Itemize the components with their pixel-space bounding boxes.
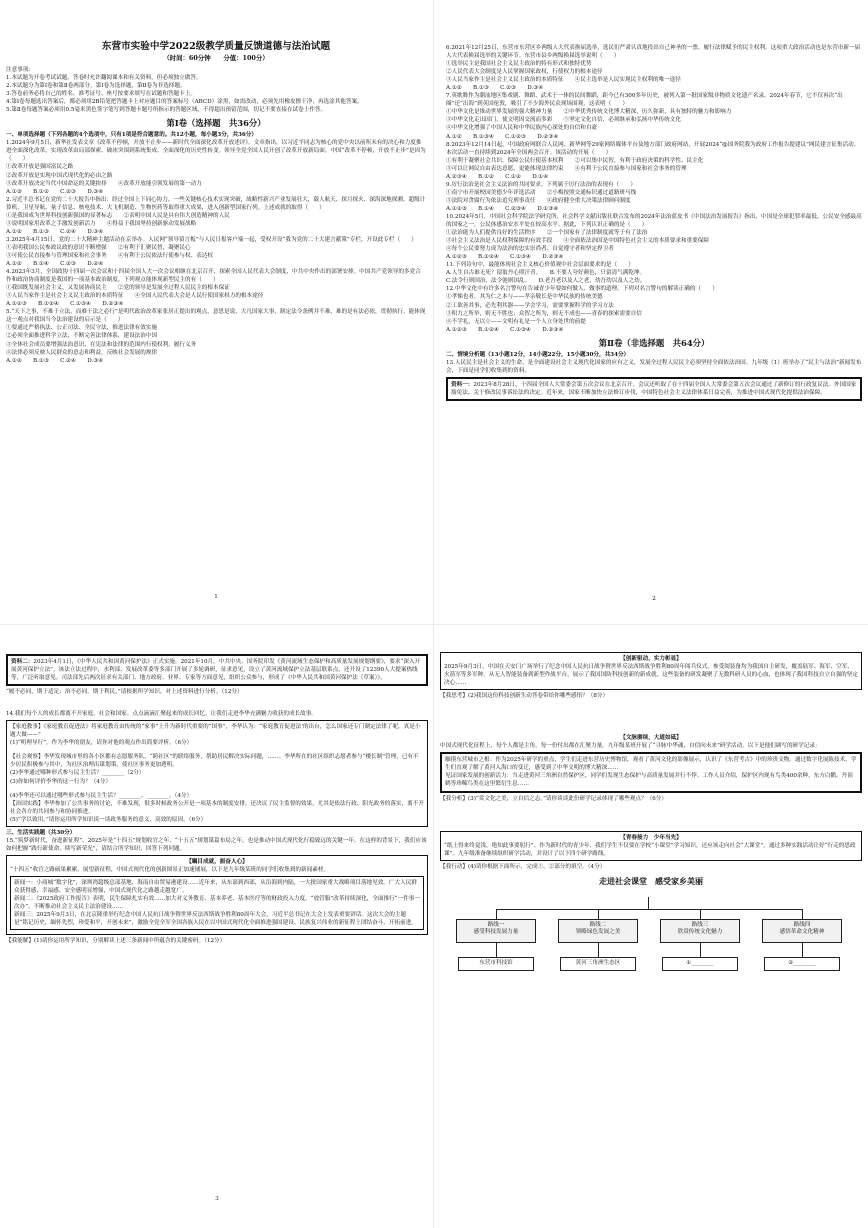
material-label: 资料一： — [451, 381, 474, 388]
question-15-intro: 15.“筑梦新时代，奋进新征程”。2025年是“十四五”规划收官之年、“十五五”规划谋篇布局之年，也是推动中国式现代化行稳致远的关键一年。在这样的背景下，我们应该如何把握“践行新使命，续写新荣光”，请结合所学知识，回答下列问题。 — [6, 837, 427, 852]
box-text: 触摸东营城市之根：作为2025年研学的重点，学生们走进东营历史博物馆，观看了黄河文化的影像展示，认识了《东营考古》中的珍贵文物。通过数字化展陈技术，学生们直观了解了黄河入海口的变迁，感受到了中华文明的博大精深…… — [445, 757, 857, 772]
question-line: ③积力之所举，则无不胜也；众智之所为，则无不成也——青春的探索需要自信 — [446, 310, 642, 317]
question-line: A.②③④ B.①② C.①② D.①④ — [446, 173, 549, 180]
exam-page-3 — [6, 652, 428, 1204]
question-line: ③法院对贪腐行为依法追究刑事责任 ④政府健全重大决策法律顾问制度 — [446, 197, 631, 204]
question-line: ①改革开放是强国富民之路 — [6, 164, 74, 171]
page-number: 3 — [215, 1196, 219, 1202]
sub-question: 【我行动】(4)请你根据下面所示，完成①、②部分的填空。（4分） — [440, 863, 606, 870]
section-title-2: 第Ⅱ卷（非选择题 共64分） — [598, 337, 710, 348]
question-line: A.①② B.①③④ C.①②③ D.②③④ — [446, 133, 559, 140]
question-line: ③社会主义法治是人民权利保障的有效手段 ④全面依法治国是中国特色社会主义的本质要求和重要保障 — [446, 238, 709, 245]
question-line: ④中华文化增强了中国人民和中华民族内心深处的自信和自豪 — [446, 125, 598, 132]
question-line: ①要通过严格执法、公正司法、全民守法，推进法律有效实施 — [6, 325, 158, 332]
page-number: 1 — [214, 594, 218, 600]
sub-question: (1)“明理导行”，作为李华的朋友，请你对他的观点作出简要评析。（6分） — [10, 740, 193, 747]
question-line: ③人民当家作主是社会主义民主政治的本质特征 ④民主选举是人民实现民主权利的唯一途径 — [446, 77, 681, 84]
question-line: 5.“天下之事，不难于立法，而难于法之必行”是明代政治改革家张居正提出的观点，意思是说，大凡国家大事，制定法令条例并不难，难的是有法必依，贯彻执行。能体现这一观点对我国当今法治建设的启示是（ ） — [6, 309, 426, 324]
question-line: ③说明国家用改革之手激发创新活力 ④得益于我国坚持创新驱动发展战略 — [6, 220, 197, 227]
route-node-1: 路线一 感受科技发展力量 — [456, 919, 536, 943]
route-node-4: 路线四 感悟革命文化精神 — [762, 919, 842, 943]
box-header: 【创新驱动，实力彰显】 — [620, 656, 682, 662]
news-inner-box — [10, 876, 424, 930]
question-line: A.①② B.①④ C.②③ D.②④ — [6, 261, 104, 268]
box-header: 【青春接力 少年当先】 — [620, 834, 682, 841]
question-line: ④法律必须反映人民群众的意志和利益，反映社会发展的规律 — [6, 349, 158, 356]
question-line: ③可使公民直接参与管理国家和社会事务 ④有利于公民依法行使参与权、表达权 — [6, 252, 213, 259]
news-box — [6, 855, 428, 935]
exam-meta: （时间：60分钟 分值：100分） — [163, 54, 269, 62]
question-line: 6.2021年12月25日，东营市东营区乡两级人大代表换届选举，选民们严肃认真地投出自己神圣的一票，履行法律赋予的民主权利，这项重大政治活动也是东营市新一届人大代表换届选举的关键环节。东营市县乡两级换届选举说明（ ） — [446, 45, 861, 60]
connector-line — [648, 897, 649, 909]
question-15-task: 【我能解】(1)请你运用所学知识，分别解读上述三条新闻中所蕴含的关键密码。（12分） — [6, 938, 226, 945]
route-diagram — [446, 875, 856, 1045]
diagram-title: 走进社会课堂 感受家乡美丽 — [599, 875, 703, 886]
page-gutter — [433, 0, 434, 1228]
connector-line — [802, 943, 803, 957]
question-line: ②工欲善其事，必先利其器——学会学习，需要掌握科学的学习方法 — [446, 302, 614, 309]
question-line: 4.2023年3月，全国政协十四届一次会议和十四届全国人大一次会议相继在北京召开，探索全国人民代表大会制度，中共中央作出的部署安排。中国共产党领导的多党合作和政治协商制度是我国的一项基本政治制度。下列观点能体现新型民主的有（ ） — [6, 269, 421, 284]
page-separator — [0, 624, 868, 625]
connector-line — [802, 909, 803, 919]
question-line: ①南宁市开展校园美德少年评选活动 ②小梅按照交通标识通过道路斑马线 — [446, 189, 637, 196]
question-line: ①是我国成为世界科技创新强国的显著标志 ②表明中国人民是具有伟大创造精神的人民 — [6, 212, 230, 219]
study-record-box — [440, 752, 862, 792]
material-box-1 — [446, 377, 862, 401]
leaf-node-1: 东营市科技馆 — [458, 957, 534, 971]
question-line: ①有利于凝聚社会共识，保障公民行使基本权利 ②可以集中民智，有利于政府决策的科学性、民主化 — [446, 157, 704, 164]
question-line: 9.厉行法治是社会主义法治的共同要求。下列属于厉行法治的表现有（ ） — [446, 181, 636, 188]
exam-page-1 — [6, 34, 426, 602]
material-box-2 — [6, 654, 428, 686]
question-line: 7.英歌舞作为潮汕地区集戏剧、舞蹈、武术于一体的民间舞蹈，距今已有300多年历史，被列入第一批国家级非物质文化遗产名录。2024年春节，它不仅再次“出圈”还“出海”到英国伦敦，吸引了不少海外民众现场围观，这表明（ ） — [446, 93, 843, 108]
material-text: 2023年8月28日，十四届全国人大常委会第五次会议在北京召开。会议还听取了在十四届全国人大常委会第五次会议通过了新修订的行政复议法。外国国家豁免法、关于修改民事诉讼法的决定。近年来，国家不断加快立法修订步伐，中国特色社会主义法律体系日益完善，为推进中国式现代化提供法治保障。 — [451, 381, 857, 396]
leaf-node-4[interactable]: ②________ — [764, 957, 840, 971]
exam-page-4 — [440, 650, 862, 1206]
sub-question: 【我思考】(2)我国这份科技创新生动答卷带给你哪些感悟？（8分） — [440, 693, 609, 700]
notes-line: 2.本试题分为第Ⅰ卷和第Ⅱ卷两部分，第Ⅰ卷为选择题，第Ⅱ卷为非选择题。 — [6, 83, 186, 90]
question-13-intro: 13.人民民主是社会主义的生命。是全面建设社会主义现代化国家的应有之义，发展全过程人民民主必须坚持全面依法治国。九年级（1）班举办了“民主与法治”新闻发布会，下面是同学们收集到的资料。 — [446, 359, 862, 374]
question-line: ③全体社会成员要增强法治意识，在宪法和法律的范围内行使权利、履行义务 — [6, 341, 197, 348]
question-line: A.人生自古谁无死？留取丹心照汗青。 B.不要人夸好颜色，只留清气满乾坤。 — [446, 270, 646, 277]
notes-line: 3.答卷前务必将自己的姓名、准考证号、座号按要求填写在试题和答题卡上。 — [6, 91, 196, 98]
question-line: ①孝悌也者，其为仁之本与——孝亲敬长是中华民族的传统美德 — [446, 294, 603, 301]
connector-line — [496, 909, 802, 910]
news-item: 新闻一：小商城“数字化”，深圳湾超级总部基地、海南自由贸易港建设……近年来，从东部到西部，从沿海到内陆，一大批国家重大战略项目落地见效。广大人民群众获得感、幸福感、安全感明显增强，中国式现代化之路越走越宽广。 — [14, 879, 417, 895]
route-node-2: 路线二 领略绿色发展之美 — [558, 919, 638, 943]
question-line: A.①③ B.①② C.②③ D.③④ — [6, 188, 104, 195]
question-line: ①我国既发展社会主义，又发展协商民主 ②党的领导是发展全过程人民民主的根本保证 — [6, 285, 230, 292]
leaf-node-3[interactable]: ①________ — [662, 957, 738, 971]
question-line: A.①②③ B.①②④ C.①③④ D.②③④ — [6, 301, 124, 308]
news-item: 新闻二：《2025政府工作报告》表明，民生保障扎实有效……加大对义务教育、基本养老、基本医疗等的财政投入力度，“放管服”改革持续深化，全面推行“一件事一次办”，不断推动社会主义民主法治建设…… — [14, 896, 420, 911]
scenario-text: 【社会观察】李华发现城市里的各小区都有志愿服务队，“跨社区”的联络服务，帮助居民解决实际问题，……。李华所在的社区组织志愿者参与“楼长制”管理，已有不少居民积极参与其中，为社区治理出谋划策，使社区事务更加透明。 — [10, 754, 419, 769]
question-14-intro: 14.我们每个人的成长都离不开家庭、社会和国家。点点滴滴汇聚起来的成长回忆，让我们走进李华充满魅力收获的成长故事。 — [6, 711, 317, 718]
question-line: ③人民当家作主是社会主义民主政治的本质特征 ④全国人民代表大会是人民行使国家权力的根本途径 — [6, 293, 264, 300]
question-line: ②改革开放是实现中国式现代化的必由之路 — [6, 172, 113, 179]
sub-question: (3)你如何评价李华的这一行为？（4分） — [10, 778, 111, 785]
notes-line: 注意事项： — [6, 67, 34, 73]
question-line: ③可以让网民自由表达意愿，更能体现法律约束 ④有利于公民直接参与国家和社会事务的管理 — [446, 165, 687, 172]
question-line: ③改革开放决定当代中国命运的关键抉择 ④改革开放能引领发展的第一动力 — [6, 180, 202, 187]
news-intro: “十四五”收官之路硕果累累，展望新征程，中国式现代化的创新图景正加速铺展，以下是九年级某班的同学们收集到的新闻素材。 — [10, 866, 329, 873]
connector-line — [598, 909, 599, 919]
connector-line — [496, 909, 497, 919]
box-header: 【文脉赓续，大道如砥】 — [620, 735, 682, 742]
scenario-box-innovation — [440, 652, 862, 690]
question-line: A.①②③ B.①④ C.②③④ D.①③④ — [446, 205, 559, 212]
question-line: A.①②③ B.①②④ C.①③④ D.②③④ — [446, 326, 564, 333]
question-line: ①表明我国公民参政议政的意识不断增强 ②有利于汇聚民智，凝聚民心 — [6, 244, 191, 251]
sub-question: (2)李华通过哪种形式参与民主生活？________（2分） — [10, 770, 145, 777]
question-line: 8.2023年12月14日起，中国政府网联合人民网、新华网等29家网络媒体平台及地方部门政府网站，开展2024“@国务院我为政府工作报告提建议”网民建言征集活动。本次活动一直持续到2024年全国两会召开。该活动的开展（ ） — [446, 141, 860, 156]
question-line: ②人民代表大会制度是人民掌握国家政权，行使权力的根本途径 — [446, 69, 603, 76]
question-line: A.①② B.①③ C.②④ D.③④ — [6, 228, 104, 235]
question-line: ④每个公民要努力成为法治的忠实崇尚者、自觉遵守者和坚定捍卫者 — [446, 246, 614, 253]
news-item: 新闻三：2025年9月3日，在北京隆重举行纪念中国人民抗日战争暨世界反法西斯战争胜利80周年大会，习近平总书记在大会上发表重要讲话。这次大会的主题是“铭记历史，缅怀先烈，珍爱和平，开创未来”，激励全党全军全国各族人民在以中国式现代化全面推进强国建设、民族复兴伟业的新征程上团结奋斗、开拓前进。 — [14, 912, 417, 927]
news-header: 【瞩目成就，振奋人心】 — [186, 858, 248, 865]
part-heading: 二、情境分析题（13小题12分，14小题22分，15小题30分，共34分） — [446, 351, 630, 358]
question-line: A.①② B.①③ C.②③ D.③④ — [446, 85, 544, 92]
connector-line — [700, 943, 701, 957]
question-line: ②必须全面推进科学立法，不断完善法律体系，建设法治中国 — [6, 333, 158, 340]
material-label: 资料二： — [11, 659, 34, 665]
question-13-task: “履不必同，期于适足；治不必同，期于利民。”请根据所学知识，对上述资料进行分析。（12分） — [6, 689, 243, 696]
question-line: 1.2024年9月5日，新华社发表文章《改革不停顿，开放不止步——新时代全面深化改革开放述评》。文章指出，以习近平同志为核心的党中央以前所未有的决心和力度推进全面深化改革，实现改革由局部探索、破冰突围到系统集成、全面深化的历史性转变。领导全党全国人民开创了改革开放新局面。中国“改革不停顿，开放不止步”是因为（ ） — [6, 140, 426, 163]
question-line: ③中华文化走出国门，使文明因交流而多彩 ⑤坚定文化自信，必须继承和弘扬中华传统文化 — [446, 117, 681, 124]
exam-page-2 — [446, 44, 862, 604]
question-line: 10.2024年5月，中国社会科学院法学研究所、社会科学文献出版社联合发布的2024年法治蓝皮书《中国法治发展报告》指出，中国是全球犯罪率最低、公民安全感最高的国家之一，公民体感治安水平处在较高水平。据此，下列认识正确的是（ ） — [446, 213, 862, 229]
scenario-box-family — [6, 720, 428, 827]
sub-question: (5)“学以致用。”请你运用所学知识谈一谈政务服务的意义、高效的原因。（6分） — [10, 816, 207, 823]
route-node-3: 路线三 欣赏传统文化魅力 — [660, 919, 740, 943]
part-heading: 三、生活实践题（共30分） — [6, 829, 76, 836]
question-line: A.①② B.①③ C.②④ D.③④ — [6, 357, 104, 364]
question-line: ④不学礼，无以立——文明有礼是一个人立身处世的前提 — [446, 318, 586, 325]
box-text: 2025年9月3日，中国在天安门广场举行了纪念中国人民抗日战争暨世界反法西斯战争胜利80周年阅兵仪式。参受阅装备均为我国自主研发，覆盖陆军、海军、空军、火箭军等多军种，从无人智能装备到新型作战平台，展示了我国国防科技创新的新成就。这些装备的研发凝聚了无数科研人员的心血，也体现了我国科技自立自强的坚定决心…… — [444, 664, 858, 687]
question-line: ①选举民主是我国社会主义民主政治的特有形式和独特优势 — [446, 61, 592, 68]
notes-line: 1.本试题为开卷考试试题，答卷时允许翻阅课本和有关资料，但必须独立做答。 — [6, 75, 202, 82]
box-text: 见证国家发展的创新活力：当走进黄河三角洲自然保护区，同学们发现生态保护与高质量发展并行不悖。工作人员介绍，保护区内现有鸟类400余种，东方白鹳、丹顶鹤等珍稀鸟类在这里繁衍生息…… — [445, 773, 853, 788]
scenario-text: 【家庭教事】《家庭教育促进法》将家庭教育由传统的“家事”上升为新时代重要的“国事”，李华认为：“家庭教育促进法’的出台，怎么国家还专门制定法律了呢，真是小题大做——” — [10, 724, 421, 739]
section-title-1: 第Ⅰ卷（选择题 共36分） — [166, 118, 266, 129]
leaf-node-2: 黄河三角洲生态区 — [560, 957, 636, 971]
question-line: C.法令行则国治，法令弛则国乱。 D.老吾老以及人之老，幼吾幼以及人之幼。 — [446, 278, 646, 285]
page-number: 2 — [652, 596, 656, 602]
connector-line — [598, 943, 599, 957]
question-line: A.①②③ B.①②④ C.①③④ D.②③④ — [446, 254, 564, 261]
sub-question: 【我分析】(3)“赏文化之美，立自信之志。”请你谈谈此份研学记录体现了哪些观点？（6分） — [440, 795, 667, 802]
part-heading: 一、单项选择题（下列各题的4个选项中，只有1项是符合题意的。共12小题，每小题3分，共36分） — [6, 132, 257, 139]
question-line: 11.下列诗句中，最能体现社会主义核心价值观中社会层面要求的是（ ） — [446, 262, 634, 269]
box-text: “纸上得来终觉浅，绝知此事要躬行”。作为新时代的青少年，我们学生不仅要在学校“小课堂”学习知识，还应该走向社会“大课堂”，通过多种实践活动让好“行走的思政课”。九年级准备继续组织研学活动，并设计了以下四个研学路线。 — [444, 842, 856, 857]
exam-title: 东营市实验中学2022级教学质量反馈道德与法治试题 — [101, 41, 331, 52]
connector-line — [700, 909, 701, 919]
sub-question: (4)李华还可以通过哪些形式参与民主生活？________、________。（4分） — [10, 792, 193, 799]
box-intro: 中国式现代化征程上，每个人都是主角，每一份付出都在汇聚力量。九年级某班开展了“寻脉中华魂，自信向未来”研学活动。以下是他们调写的研学记录： — [440, 743, 821, 750]
connector-line — [496, 943, 497, 957]
question-list — [6, 139, 426, 364]
notes-line: 5.第Ⅱ卷每题答案必须用0.5毫米黑色签字笔写到答题卡题号所指示的答题区域，不得超出预留范围，切记不要直接在试卷上作答。 — [6, 107, 327, 114]
question-line: 2.习近平总书记在党的二十大报告中指出：经过全国上下同心协力，一些关键核心技术实现突破，战略性新兴产业发展壮大，载人航天、探月探火、深海深地探测、超级计算机、卫星导航、量子信息、核电技术、大飞机制造、生物医药等取得重大成果，进入创新型国家行列。上述成就的取得（ ） — [6, 196, 426, 211]
scenario-text: 【治国实践】李华参加了公共事务的讨论，不难发现，很多时候政务公开是一项基本的制度安排，还决议了民主监督的效果，尤其是依法行政、阳光政务的落实，离不开社会各方的共同参与和协同推进。 — [10, 800, 424, 815]
notes-line: 4.第Ⅰ卷每题选出答案后，都必须用2B铅笔把答题卡上对应题目的答案标号（ABCD）涂黑，如需改动，必须先用橡皮擦干净，再选涂其他答案。 — [6, 99, 363, 106]
question-line: ①法治能为人们提供良好的生活秩序 ②一个国家有了法律制度就等于有了法治 — [446, 230, 648, 237]
scenario-box-youth — [440, 831, 862, 861]
question-line: 12.中华文化中有许多名言警句在告诫青少年要如何做人、做事的道理。下列对名言警句的解读正确的（ ） — [446, 286, 718, 293]
question-line: ①中华文化是推动世界发展的强大精神力量 ②中华优秀传统文化博大精深，历久弥新，具有独特的魅力和影响力 — [446, 109, 732, 116]
material-text: 2023年4月1日，《中华人民共和国黄河保护法》正式实施。2021年10月，中共中央、国务院印发《黄河流域生态保护和高质量发展规划纲要》，要求“深入开展黄河保护立法”。该法立法过程中，水利部、发展改革委等多部门开展了多轮调研，征求意见，设立了黄河流域保护立法基层联系点，还开设了12390人大提案热线等，广泛听取意见。司法部先后两次征求有关部门、地方政府、业界、专家等方面意见，组织公众参与，形成了《中华人民共和国黄河保护法（草案）》。 — [11, 659, 421, 682]
question-list — [446, 44, 862, 334]
question-line: 3.2025年4月15日，党的二十大精神主题活动在京举办。人民网“领导留言板”与人民日报客户端一起，受权开设“我为党的二十大建言献策”专栏，开设此专栏（ ） — [6, 236, 417, 243]
